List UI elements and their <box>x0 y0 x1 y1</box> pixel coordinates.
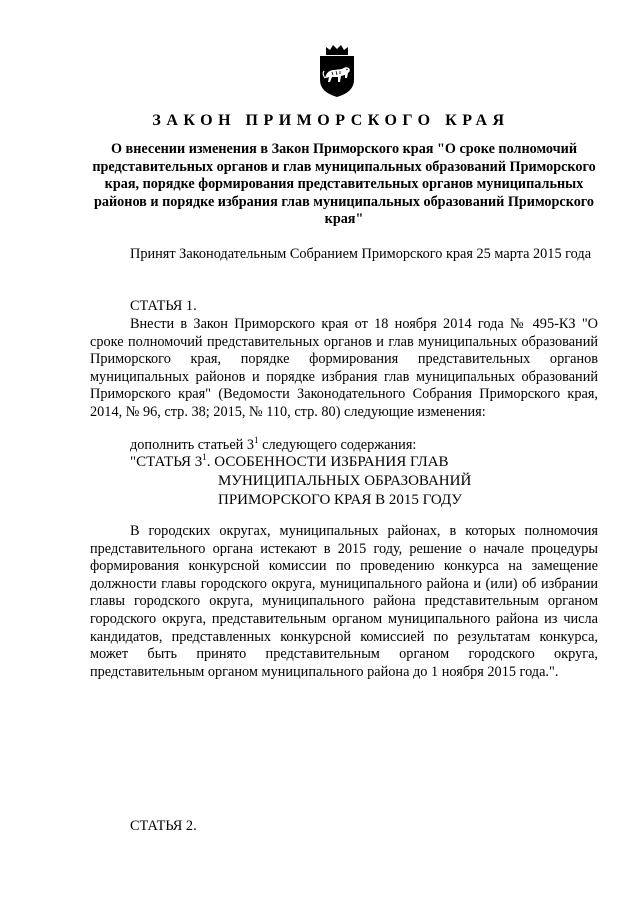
new-article-line1: . ОСОБЕННОСТИ ИЗБРАНИЯ ГЛАВ <box>206 454 449 470</box>
article-1-body: Внести в Закон Приморского края от 18 ноября 2014 года № 495-КЗ "О сроке полномочий представительных органов и глав муниципальных образований Приморского края, порядке формирования представительных органов муниципальных районов и порядке избрания глав муниципальных образований Приморского края" (Ведомости Законодательного Собрания Приморского края, 2014, № 96, стр. 38; 2015, № 110, стр. 80) следующие изменения: <box>90 316 598 420</box>
amendment-intro-sup: 1 <box>254 435 259 446</box>
coat-of-arms-icon <box>317 44 357 98</box>
new-article-line3: ПРИМОРСКОГО КРАЯ В 2015 ГОДУ <box>218 492 462 508</box>
amendment-intro <box>130 437 416 455</box>
amendment-intro-tail: следующего содержания: <box>258 437 417 453</box>
law-title: ЗАКОН ПРИМОРСКОГО КРАЯ <box>152 112 510 129</box>
new-article-prefix: "СТАТЬЯ 3 <box>130 454 203 470</box>
new-article-heading <box>130 453 471 510</box>
new-article-sup: 1 <box>202 452 207 462</box>
new-article-line2: МУНИЦИПАЛЬНЫХ ОБРАЗОВАНИЙ <box>218 473 472 489</box>
amendment-intro-text: дополнить статьей 3 <box>130 437 255 453</box>
adoption-note: Принят Законодательным Собранием Приморского края 25 марта 2015 года <box>130 246 592 262</box>
article-2-heading: СТАТЬЯ 2. <box>130 818 197 834</box>
law-subtitle: О внесении изменения в Закон Приморского края "О сроке полномочий представительных органов и глав муниципальных образований Приморского края, порядке формирования представительных органов муниципальных районов и порядке избрания глав муниципальных образований Приморского края" <box>92 141 596 227</box>
article-1-heading: СТАТЬЯ 1. <box>130 298 197 314</box>
new-article-text: В городских округах, муниципальных районах, в которых полномочия представительного органа истекают в 2015 году, решение о начале процедуры формирования конкурсной комиссии по проведению конкурса на замещение должности главы городского округа, муниципального района и (или) об избрании главы городского округа, муниципального района представительным органом городского округа, представительным органом муниципального района из числа кандидатов, представленных конкурсной комиссией по результатам конкурса, может быть принято представительным органом городского округа, представительным органом муниципального района до 1 ноября 2015 года.". <box>90 523 598 680</box>
